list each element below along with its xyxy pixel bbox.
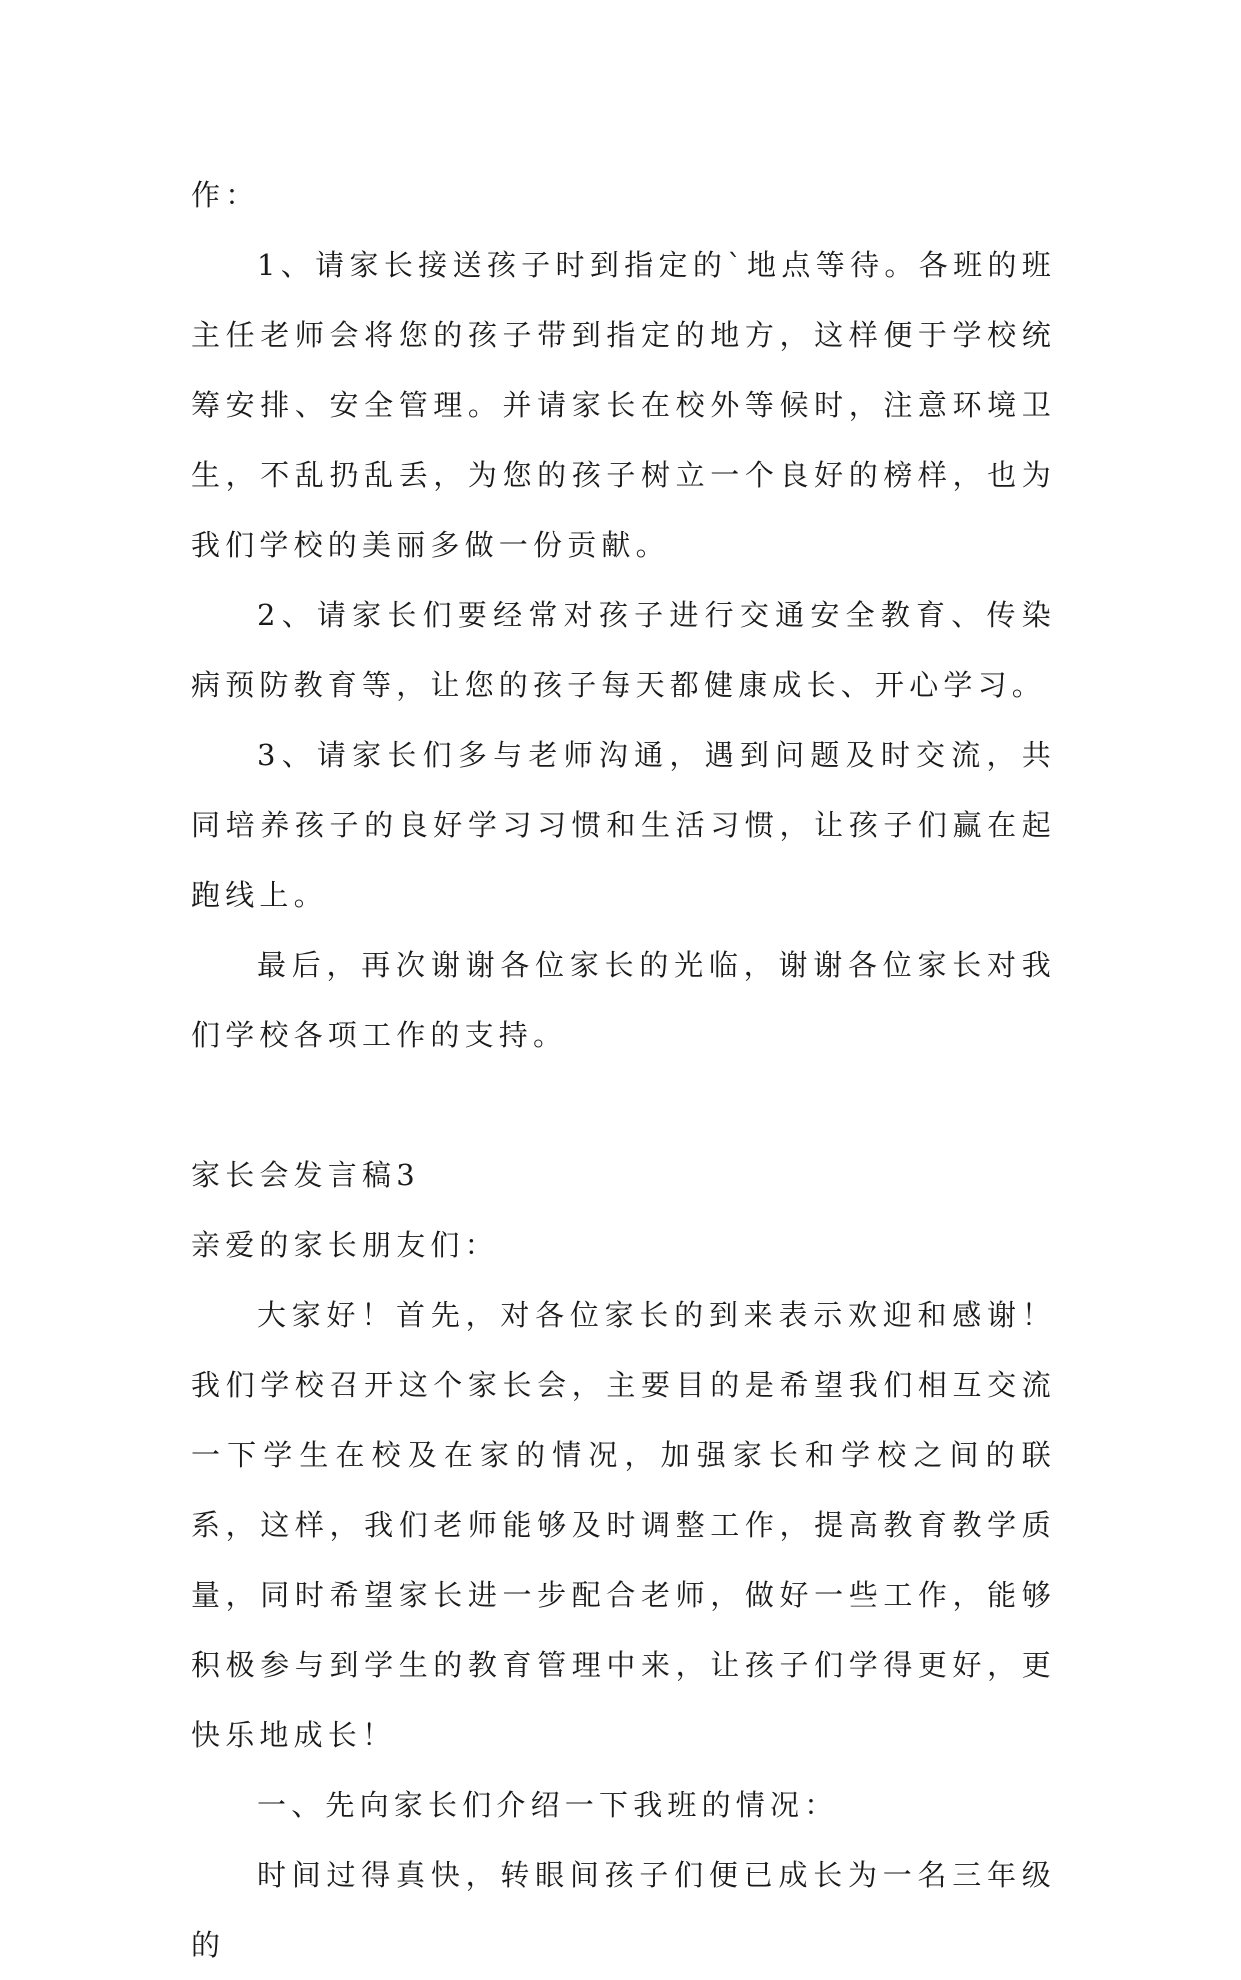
section-gap	[191, 1070, 1056, 1140]
paragraph-closing: 最后，再次谢谢各位家长的光临，谢谢各位家长对我们学校各项工作的支持。	[191, 948, 1056, 1052]
document-page	[191, 160, 1056, 1980]
paragraph-section-one: 一、先向家长们介绍一下我班的情况：	[257, 1788, 839, 1822]
paragraph-opening: 大家好！首先，对各位家长的到来表示欢迎和感谢！我们学校召开这个家长会，主要目的是希望我们相互交流一下学生在校及在家的情况，加强家长和学校之间的联系，这样，我们老师能够及时调整工作，提高教育教学质量，同时希望家长进一步配合老师，做好一些工作，能够积极参与到学生的教育管理中来，让孩子们学得更好，更快乐地成长！	[191, 1298, 1056, 1752]
paragraph-continuation: 作：	[191, 178, 260, 212]
greeting-line: 亲爱的家长朋友们：	[191, 1228, 499, 1262]
paragraph-item-3: 3、请家长们多与老师沟通，遇到问题及时交流，共同培养孩子的良好学习习惯和生活习惯，让孩子们赢在起跑线上。	[191, 738, 1056, 912]
section-heading: 家长会发言稿3	[191, 1158, 420, 1192]
paragraph-item-2: 2、请家长们要经常对孩子进行交通安全教育、传染病预防教育等，让您的孩子每天都健康成长、开心学习。	[191, 598, 1056, 702]
paragraph-item-1: 1、请家长接送孩子时到指定的`地点等待。各班的班主任老师会将您的孩子带到指定的地方，这样便于学校统筹安排、安全管理。并请家长在校外等候时，注意环境卫生，不乱扔乱丢，为您的孩子树立一个良好的榜样，也为我们学校的美丽多做一份贡献。	[191, 248, 1056, 562]
paragraph-intro: 时间过得真快，转眼间孩子们便已成长为一名三年级的	[191, 1858, 1056, 1962]
